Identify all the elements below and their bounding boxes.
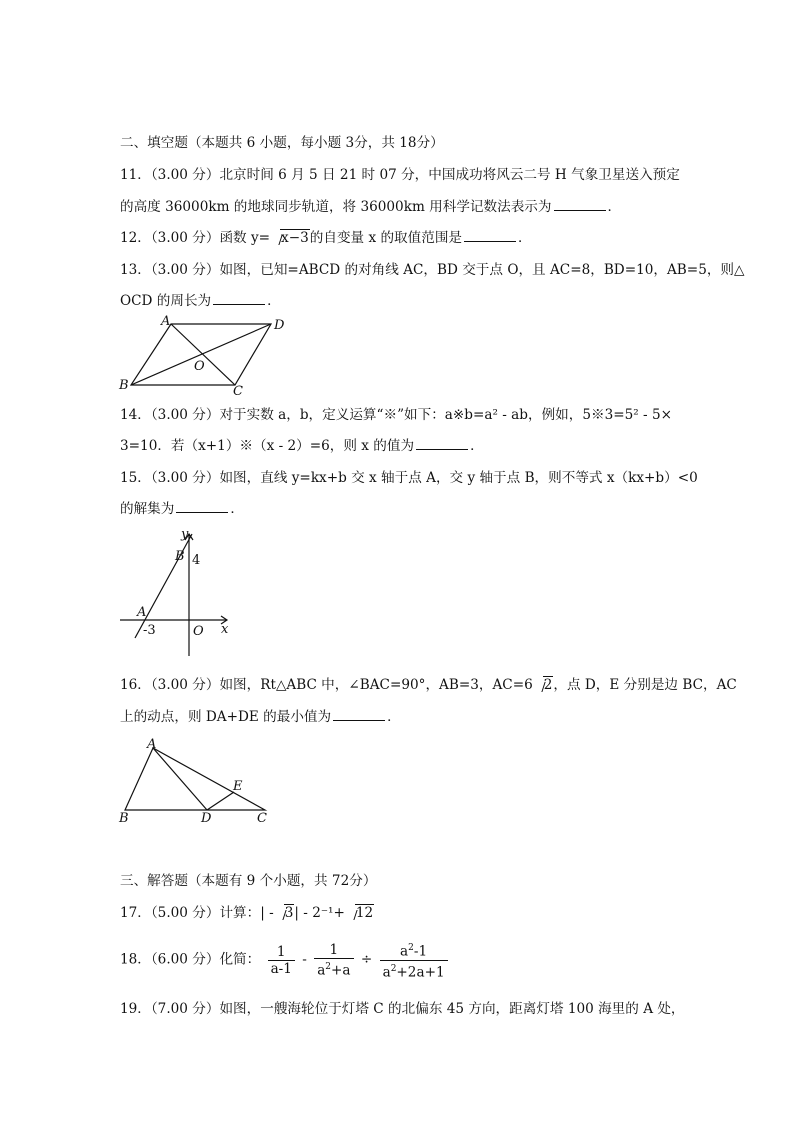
q16-triangle-figure — [115, 734, 280, 826]
section3-heading: 三、解答题（本题有 9 个小题，共 72分） — [120, 873, 377, 889]
q18-minus: - — [302, 951, 307, 968]
q13-label-d: D — [274, 318, 285, 333]
q15-label-4: 4 — [192, 553, 201, 568]
q13-line1: 13．（3.00 分）如图，已知=ABCD 的对角线 AC，BD 交于点 O，且 AC=8，BD=10，AB=5，则△ — [120, 262, 745, 278]
q13-parallelogram-figure — [115, 312, 295, 397]
q15-label-o: O — [193, 624, 204, 639]
q17-radicand-3: 3 — [284, 905, 294, 921]
q15-label-neg3: -3 — [143, 623, 156, 638]
q16-text: 16．（3.00 分）如图，Rt△ABC 中，∠BAC=90°，AB=3，AC=6 — [120, 677, 533, 693]
q17-sqrt-12 — [346, 904, 374, 922]
q16-answer-blank[interactable] — [333, 708, 385, 721]
q18-fraction-1 — [268, 944, 295, 977]
q12-sqrt — [271, 229, 310, 247]
q14-text: 3=10．若（x+1）※（x - 2）=6，则 x 的值为 — [120, 438, 415, 454]
q16-line2 — [120, 708, 401, 726]
q13-label-a: A — [161, 314, 171, 329]
q15-text: 的解集为 — [120, 501, 175, 517]
q13-answer-blank[interactable] — [213, 292, 265, 305]
q17-text-2: | - 2⁻¹+ — [294, 905, 345, 921]
q15-label-a: A — [137, 605, 147, 620]
section2-heading: 二、填空题（本题共 6 小题，每小题 3分，共 18分） — [120, 135, 444, 151]
q12-radicand: x−3 — [281, 230, 309, 246]
q18-f3-den-exp: 2 — [390, 963, 397, 974]
q14-end: ． — [470, 438, 484, 454]
q18-divide: ÷ — [360, 951, 373, 968]
q16-radicand: 2 — [543, 677, 553, 693]
q11-line1: 11．（3.00 分）北京时间 6 月 5 日 21 时 07 分，中国成功将风云二号 H 气象卫星送入预定 — [120, 167, 680, 183]
q15-line-graph-figure — [115, 526, 235, 661]
q14-line2 — [120, 437, 484, 455]
q18-f3-denominator — [380, 960, 448, 981]
q18-f2-den-a: a — [317, 962, 326, 979]
q13-text: OCD 的周长为 — [120, 293, 212, 309]
q16-text-2: ，点 D，E 分别是边 BC，AC — [553, 677, 737, 693]
q18-f3-num-exp: 2 — [408, 943, 414, 953]
q18-f3-den-b: +2a+1 — [396, 964, 445, 981]
q11-answer-blank[interactable] — [554, 198, 606, 211]
q17-line — [120, 904, 374, 922]
q15-label-y: y — [181, 527, 189, 542]
q18-f2-denominator — [314, 958, 353, 979]
q17-text: 17．（5.00 分）计算：| - — [120, 905, 274, 921]
q18-f3-num-a: a — [400, 943, 409, 960]
q16-label-c: C — [257, 811, 267, 826]
q16-label-a: A — [147, 737, 157, 752]
q16-text-3: 上的动点，则 DA+DE 的最小值为 — [120, 709, 332, 725]
q12-text: 12．（3.00 分）函数 y= — [120, 230, 271, 246]
q13-line2 — [120, 292, 281, 310]
q12-answer-blank[interactable] — [464, 229, 516, 242]
q18-text: 18．（6.00 分）化简： — [120, 951, 261, 968]
q16-label-d: D — [201, 811, 212, 826]
q16-label-b: B — [119, 811, 129, 826]
q18-f3-den-a: a — [382, 964, 391, 981]
q18-f3-numerator — [397, 940, 430, 960]
q16-segment-ad — [153, 748, 207, 810]
q13-diagonal-ac — [171, 324, 235, 385]
q16-triangle-abc — [125, 748, 265, 810]
q18-f2-den-exp: 2 — [325, 961, 332, 972]
q15-line1: 15．（3.00 分）如图，直线 y=kx+b 交 x 轴于点 A，交 y 轴于点 B，则不等式 x（kx+b）<0 — [120, 470, 698, 486]
q14-line1: 14．（3.00 分）对于实数 a，b，定义运算“※”如下：a※b=a² - ab，例如，5※3=5² - 5× — [120, 407, 673, 423]
q11-end: ． — [607, 199, 622, 215]
q15-label-b: B — [175, 549, 185, 564]
q13-label-o: O — [194, 359, 205, 374]
q19-line1: 19．（7.00 分）如图，一艘海轮位于灯塔 C 的北偏东 45 方向，距离灯塔 100 海里的 A 处， — [120, 1001, 685, 1017]
q13-end: ． — [267, 293, 281, 309]
q16-sqrt — [534, 676, 554, 694]
q17-radicand-12: 12 — [355, 905, 374, 921]
q16-label-e: E — [233, 779, 243, 794]
q14-answer-blank[interactable] — [416, 437, 468, 450]
q13-label-c: C — [233, 384, 243, 397]
q12-line — [120, 229, 532, 247]
q13-label-b: B — [119, 378, 129, 393]
q15-label-x: x — [221, 622, 229, 637]
q18-fraction-3 — [380, 940, 448, 980]
q11-line2 — [120, 198, 621, 216]
q18-f3-num-b: -1 — [413, 943, 428, 960]
q15-answer-blank[interactable] — [176, 500, 228, 513]
q18-f2-den-b: +a — [331, 962, 351, 979]
q18-f1-denominator: a-1 — [268, 960, 295, 977]
q12-end: ． — [518, 230, 532, 246]
q18-f1-numerator: 1 — [276, 943, 286, 960]
q16-end: ． — [387, 709, 401, 725]
q13-diagonal-bd — [131, 324, 271, 385]
q18-line — [120, 940, 451, 980]
q18-fraction-2 — [314, 942, 353, 979]
q15-end: ． — [230, 501, 244, 517]
q11-text: 的高度 36000km 的地球同步轨道，将 36000km 用科学记数法表示为 — [120, 199, 552, 215]
q18-f2-numerator: 1 — [329, 941, 339, 958]
q17-sqrt-3 — [275, 904, 295, 922]
q12-text-2: 的自变量 x 的取值范围是 — [309, 230, 463, 246]
q16-segment-de — [207, 792, 234, 810]
q16-line1 — [120, 676, 737, 694]
q15-line2 — [120, 500, 244, 518]
